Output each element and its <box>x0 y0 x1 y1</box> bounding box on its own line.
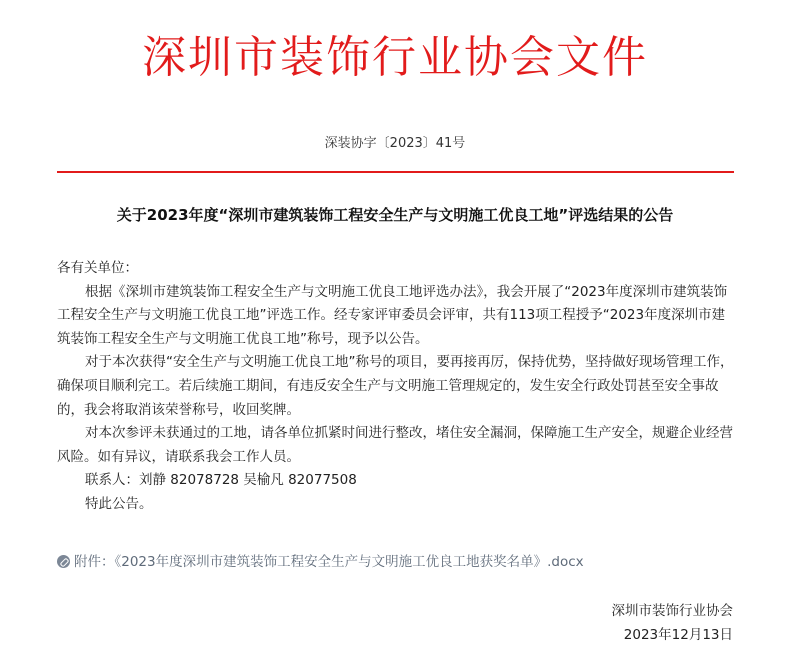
signature-block <box>612 599 734 647</box>
notice-body <box>57 257 734 517</box>
notice-title: 关于2023年度“深圳市建筑装饰工程安全生产与文明施工优良工地”评选结果的公告 <box>116 206 674 224</box>
body-paragraph: 对于本次获得“安全生产与文明施工优良工地”称号的项目，要再接再厉，保持优势，坚持做好现场管理工作，确保项目顺利完工。若后续施工期间，有违反安全生产与文明施工管理规定的，发生安全行政处罚甚至安全事故的，我会将取消该荣誉称号，收回奖牌。 <box>57 354 734 418</box>
red-divider <box>57 171 734 173</box>
document-number: 深装协字〔2023〕41号 <box>324 136 466 151</box>
body-paragraph: 根据《深圳市建筑装饰工程安全生产与文明施工优良工地评选办法》，我会开展了“2023年度深圳市建筑装饰工程安全生产与文明施工优良工地”评选工作。经专家评审委员会评审，共有113项工程授予“2023年度深圳市建筑装饰工程安全生产与文明施工优良工地”称号，现予以公告。 <box>57 283 728 347</box>
attachment-label: 附件： <box>74 554 115 570</box>
attachment-row <box>57 550 747 570</box>
attachment-icon <box>57 555 70 568</box>
red-header-title: 深圳市装饰行业协会文件 <box>142 32 648 83</box>
signature-org: 深圳市装饰行业协会 <box>611 603 733 619</box>
signature-date: 2023年12月13日 <box>623 627 733 643</box>
closing-line: 特此公告。 <box>85 495 153 512</box>
salutation: 各有关单位： <box>57 260 138 276</box>
attachment-link[interactable]: 《2023年度深圳市建筑装饰工程安全生产与文明施工优良工地获奖名单》.docx <box>114 554 584 570</box>
body-paragraph: 对本次参评未获通过的工地，请各单位抓紧时间进行整改，堵住安全漏洞，保障施工生产安全，规避企业经营风险。如有异议，请联系我会工作人员。 <box>57 425 733 465</box>
contact-line: 联系人：刘静 82078728 吴榆凡 82077508 <box>85 472 357 489</box>
